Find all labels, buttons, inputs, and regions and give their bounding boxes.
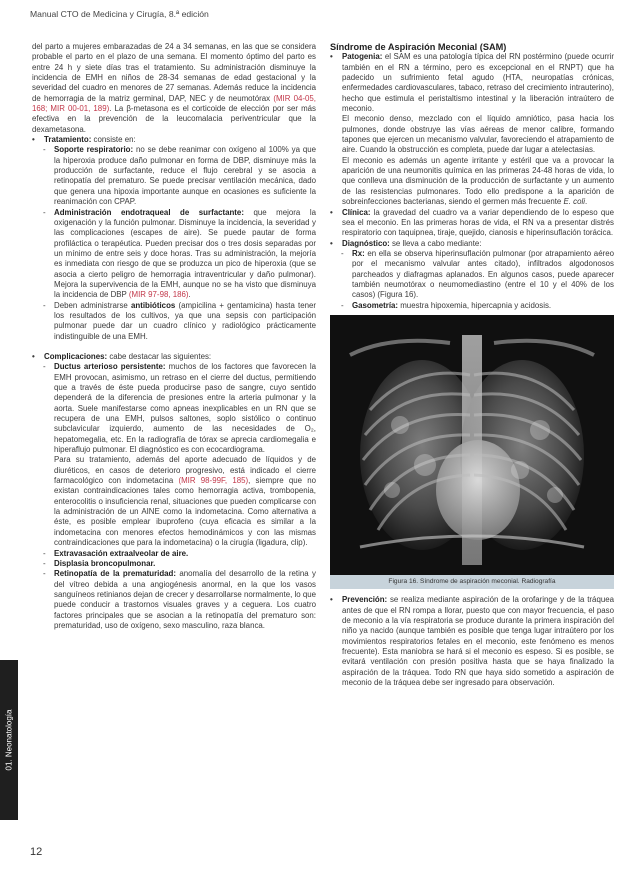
chapter-side-tab-label: 01. Neonatología bbox=[4, 709, 14, 771]
antibioticos-item: - Deben administrarse antibióticos (ampicilina + gentamicina) hasta tener los resultados de los cultivos, ya que una sepsis con participación pulmonar puede dar un cuadro clínico y radiológico prácticamente indistinguible de una EMH. bbox=[43, 300, 317, 341]
mir-reference: (MIR 04-05, 168; MIR 00-01, 189) bbox=[32, 93, 316, 114]
ductus-treatment: Para su tratamiento, además del aporte adecuado de líquidos y de diuréticos, en casos de deterioro progresivo, está indicado el cierre farmacológico con indometacina (MIR 98-99F, 185), siempre que no existan contraindicaciones tales como hemorragia activa, trombopenia, enterocolitis o insuficiencia renal, situaciones que pueden complicarse con la administración de un AINE como la indometacina. Como alternativa a éste, es posible emplear ibuprofeno (cuya eficacia es similar a la indometacina con menores efectos hemodinámicos y con las mismas contraindicaciones que para la indometacina) o la cirugía (ligadura, clip). bbox=[54, 455, 316, 548]
running-header: Manual CTO de Medicina y Cirugía, 8.ª edición bbox=[30, 9, 209, 19]
rx-item: - Rx: en ella se observa hiperinsuflación pulmonar (por atrapamiento aéreo por el mecanismo valvular antes citado), infiltrados algodonosos parcheados y diafragmas aplanados. En algunos casos, puede aparecer también neumotórax o neumomediastino (entre el 10 y el 40% de los casos) (Figura 16). bbox=[341, 248, 614, 300]
right-column bbox=[330, 42, 614, 688]
mir-reference: (MIR 97-98, 186) bbox=[128, 290, 189, 300]
patogenia-item: • Patogenia: el SAM es una patología típica del RN postérmino (puede ocurrir también en el RN a término, pero es excepcional en el RNPT) que ha padecido un sufrimiento fetal agudo (HTA, neuropatías crónicas, enfermedades cardiovasculares, tabaco, retraso del crecimiento intrauterino), hecho que estimula el peristaltismo intestinal y la liberación intraútero de meconio. bbox=[330, 52, 614, 114]
gasometria-item: - Gasometría: muestra hipoxemia, hipercapnia y acidosis. bbox=[341, 300, 552, 310]
displasia-item: - Displasia broncopulmonar. bbox=[43, 558, 156, 568]
chest-xray-image bbox=[330, 315, 614, 575]
figure-caption: Figura 16. Síndrome de aspiración meconial. Radiografía bbox=[330, 575, 614, 589]
page-number: 12 bbox=[30, 846, 43, 858]
diagnostico-item: • Diagnóstico: se lleva a cabo mediante: bbox=[330, 238, 482, 248]
intro-paragraph: del parto a mujeres embarazadas de 24 a 34 semanas, en las que se considera probable el parto en el plazo de una semana. El momento óptimo del parto es entre 24 h y siete días tras el tratamiento. Su administración disminuye la incidencia de EMH en niños de 28-34 semanas de edad gestacional y la severidad del cuadro en menores de 27 semanas. Además reduce la incidencia de hemorragia de la matriz germinal, DAP, NEC y de neumotórax (MIR 04-05, 168; MIR 00-01, 189). La β-metasona es el corticoide de elección por ser más efectiva en la prevención de la leucomalacia periventricular que la dexametasona. bbox=[32, 42, 316, 134]
patogenia-para-2: El meconio denso, mezclado con el líquido amniótico, pasa hacia los pulmones, donde obstruye las vías aéreas de menor calibre, formando tapones que ejercen un mecanismo valvular, favoreciendo el atrapamiento de aire. Cuando la obstrucción es completa, puede dar lugar a atelectasias. bbox=[342, 114, 614, 155]
ductus-item: - Ductus arterioso persistente: muchos de los factores que favorecen la EMH provocan, asimismo, un retraso en el cierre del ductus, permitiendo que a través de éste pueda producirse paso de sangre, cuyo sentido dependerá de la diferencia de presiones entre la arteria pulmonar y la aorta. Suele manifestarse como apneas inexplicables en un RN que se recupera de una EMH, pulsos saltones, soplo sistólico o continuo subclavicular izquierdo, aumento de las necesidades de O₂, hepatomegalia, etc. En la radiografía de tórax se aprecia cardiomegalia e hiperaflujo pulmonar. El diagnóstico es con ecocardiograma. bbox=[43, 362, 316, 455]
clinica-item: • Clínica: la gravedad del cuadro va a variar dependiendo de lo espeso que sea el meconio. En las primeras horas de vida, el RN va a presentar distrés respiratorio con taquipnea, tiraje, quejido, cianosis e hiperinsuflación torácica. bbox=[330, 207, 614, 238]
left-column bbox=[32, 42, 316, 631]
figure-16 bbox=[330, 315, 614, 589]
extravasacion-item: - Extravasación extraalveolar de aire. bbox=[43, 548, 189, 558]
surfactante-item: - Administración endotraqueal de surfactante: que mejora la oxigenación y la función pulmonar. Disminuye la incidencia, la severidad y las complicaciones (escapes de aire). Se puede pautar de forma profiláctica o terapéutica. Pueden precisar dos o tres dosis separadas por un mínimo de entre seis y doce horas. Tras su administración, la mejoría es inmediata con riesgo de que se produzca un pico de hiperoxia (que se asocia a cierto peligro de hemorragia intraventricular y daño pulmonar). Mejora la supervivencia de la EMH, aunque no se ha visto que disminuya la incidencia de DBP (MIR 97-98, 186). bbox=[43, 207, 316, 300]
tratamiento-item: • Tratamiento: consiste en: bbox=[32, 135, 136, 145]
patogenia-para-3: El meconio es además un agente irritante y estéril que va a provocar la aparición de una neumonitis química en las primeras 24-48 horas de vida, lo que conlleva una disminución de la producción de surfactante y un aumento de las resistencias pulmonares. Todo ello predispone a la aparición de sobreinfecciones bacterianas, siendo el germen más frecuente E. coli. bbox=[342, 155, 614, 207]
section-title: Síndrome de Aspiración Meconial (SAM) bbox=[330, 42, 507, 52]
complicaciones-item: • Complicaciones: cabe destacar las siguientes: bbox=[32, 351, 212, 361]
soporte-item: - Soporte respiratorio: no se debe reanimar con oxígeno al 100% ya que la hiperoxia produce daño pulmonar en forma de DBP, disminuye más la producción de surfactante, reduce el flujo cerebral y se asocia a retinopatía del prematuro. Se puede precisar ventilación mecánica, dado que genera una hipoxia importante aunque en ocasiones es suficiente la reanimación con CPAP. bbox=[43, 145, 316, 207]
mir-reference: (MIR 98-99F, 185) bbox=[178, 476, 249, 486]
chapter-side-tab bbox=[0, 660, 18, 820]
prevencion-item: • Prevención: se realiza mediante aspiración de la orofaringe y de la tráquea antes de que el RN rompa a llorar, puesto que con mayor frecuencia, el paso de meconio a la vía respiratoria se produce durante la primera inspiración del niño ya nacido (aunque también es posible que tenga lugar intraútero por los movimientos respiratorios fetales en el meconio, este fenómeno es menos frecuente). Esta maniobra se hará si el meconio es espeso. Si es posible, se evitará ventilación con presión positiva hasta que se haya finalizado la aspiración de la tráquea. Todo RN que haya sido sometido a aspiración de meconio de la tráquea debe ser ingresado para observación. bbox=[330, 595, 614, 688]
retinopatia-item: - Retinopatía de la prematuridad: anomalía del desarrollo de la retina y del vítreo debida a una angiogénesis anormal, en la que los vasos sanguíneos retinianos dejan de crecer y desarrollarse normalmente, lo que puede conducir a trastornos visuales graves y a ceguera. Los cuatro factores principales que se asocian a la retinopatía del prematuro son: prematuridad, uso de oxígeno, sexo masculino, raza blanca. bbox=[43, 569, 316, 630]
